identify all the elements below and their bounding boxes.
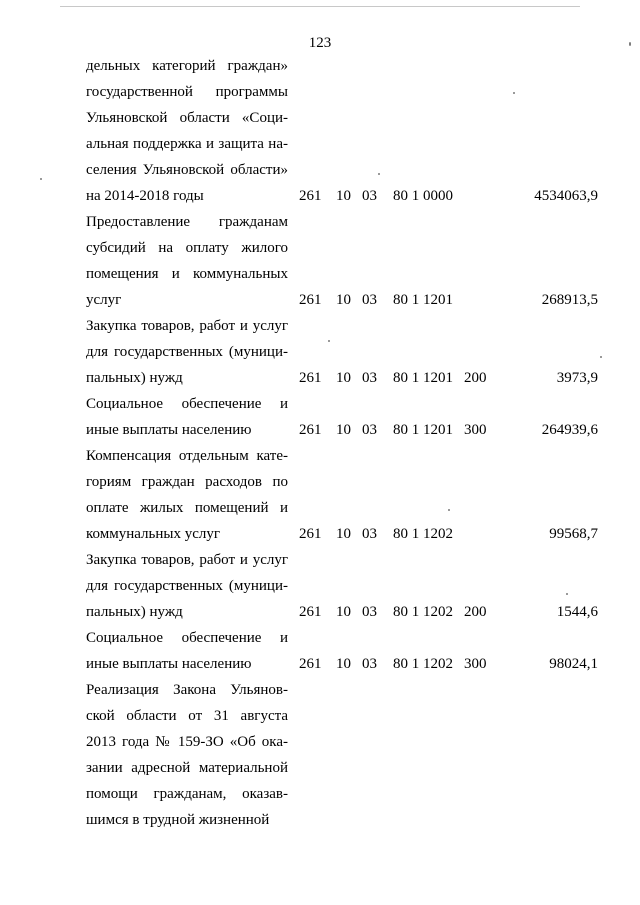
target-article-cell: 80 1 1202 <box>393 526 453 542</box>
row-description-line: Закупка товаров, работ и услуг <box>86 552 288 568</box>
row-description-line: ской области от 31 августа <box>86 708 288 724</box>
row-description-line: альная поддержка и защита на- <box>86 136 288 152</box>
admin-code-cell: 261 <box>299 422 322 438</box>
target-article-cell: 80 1 1202 <box>393 604 453 620</box>
row-description-line: государственной программы <box>86 84 288 100</box>
row-description-line: Социальное обеспечение и <box>86 630 288 646</box>
target-article-cell: 80 1 1201 <box>393 292 453 308</box>
row-description-line: гориям граждан расходов по <box>86 474 288 490</box>
row-description-line: коммунальных услуг <box>86 526 221 542</box>
table-row <box>0 53 640 209</box>
subsection-code-cell: 03 <box>362 526 377 542</box>
row-description-line: пальных) нужд <box>86 370 183 386</box>
table-row <box>0 443 640 547</box>
section-code-cell: 10 <box>336 526 351 542</box>
expense-type-cell: 200 <box>464 604 487 620</box>
target-article-cell: 80 1 0000 <box>393 188 453 204</box>
expense-type-cell: 300 <box>464 422 487 438</box>
subsection-code-cell: 03 <box>362 604 377 620</box>
amount-cell: 264939,6 <box>541 422 598 438</box>
row-description-line: для государственных (муници- <box>86 578 288 594</box>
page-number: 123 <box>308 35 332 51</box>
row-description-line: 2013 года № 159-ЗО «Об ока- <box>86 734 288 750</box>
row-description-line: оплате жилых помещений и <box>86 500 288 516</box>
amount-cell: 98024,1 <box>549 656 598 672</box>
row-description-line: Закупка товаров, работ и услуг <box>86 318 288 334</box>
amount-cell: 99568,7 <box>549 526 598 542</box>
expense-type-cell: 300 <box>464 656 487 672</box>
subsection-code-cell: 03 <box>362 188 377 204</box>
scan-speck <box>328 340 330 342</box>
amount-cell: 268913,5 <box>541 292 598 308</box>
table-row <box>0 547 640 625</box>
row-description-line: селения Ульяновской области» <box>86 162 288 178</box>
row-description-line: зании адресной материальной <box>86 760 288 776</box>
expense-type-cell: 200 <box>464 370 487 386</box>
subsection-code-cell: 03 <box>362 656 377 672</box>
row-description-line: Предоставление гражданам <box>86 214 288 230</box>
row-description-line: дельных категорий граждан» <box>86 58 288 74</box>
row-description-line: помощи гражданам, оказав- <box>86 786 288 802</box>
scan-speck <box>40 178 42 180</box>
admin-code-cell: 261 <box>299 604 322 620</box>
scan-speck <box>448 509 450 511</box>
admin-code-cell: 261 <box>299 292 322 308</box>
target-article-cell: 80 1 1201 <box>393 370 453 386</box>
row-description-line: Ульяновской области «Соци- <box>86 110 288 126</box>
admin-code-cell: 261 <box>299 188 322 204</box>
table-row <box>0 391 640 443</box>
row-description-line: иные выплаты населению <box>86 656 252 672</box>
row-description-line: пальных) нужд <box>86 604 183 620</box>
row-description-line: субсидий на оплату жилого <box>86 240 288 256</box>
section-code-cell: 10 <box>336 370 351 386</box>
amount-cell: 1544,6 <box>556 604 598 620</box>
subsection-code-cell: 03 <box>362 292 377 308</box>
scan-speck <box>600 356 602 358</box>
row-description-line: для государственных (муници- <box>86 344 288 360</box>
table-row <box>0 313 640 391</box>
row-description-line: Компенсация отдельным кате- <box>86 448 288 464</box>
row-description-line: услуг <box>86 292 122 308</box>
scan-speck <box>513 92 515 94</box>
top-scan-edge <box>60 6 580 7</box>
table-row <box>0 677 640 833</box>
target-article-cell: 80 1 1202 <box>393 656 453 672</box>
subsection-code-cell: 03 <box>362 422 377 438</box>
admin-code-cell: 261 <box>299 526 322 542</box>
row-description-line: на 2014-2018 годы <box>86 188 204 204</box>
row-description-line: помещения и коммунальных <box>86 266 288 282</box>
section-code-cell: 10 <box>336 656 351 672</box>
table-row <box>0 625 640 677</box>
section-code-cell: 10 <box>336 292 351 308</box>
table-row <box>0 209 640 313</box>
section-code-cell: 10 <box>336 188 351 204</box>
row-description-line: Реализация Закона Ульянов- <box>86 682 288 698</box>
section-code-cell: 10 <box>336 422 351 438</box>
row-description-line: Социальное обеспечение и <box>86 396 288 412</box>
scan-speck <box>566 593 568 595</box>
row-description-line: шимся в трудной жизненной <box>86 812 270 828</box>
subsection-code-cell: 03 <box>362 370 377 386</box>
section-code-cell: 10 <box>336 604 351 620</box>
admin-code-cell: 261 <box>299 656 322 672</box>
scan-speck <box>378 173 380 175</box>
admin-code-cell: 261 <box>299 370 322 386</box>
scan-speck <box>629 42 631 46</box>
amount-cell: 4534063,9 <box>534 188 598 204</box>
amount-cell: 3973,9 <box>556 370 598 386</box>
target-article-cell: 80 1 1201 <box>393 422 453 438</box>
row-description-line: иные выплаты населению <box>86 422 252 438</box>
